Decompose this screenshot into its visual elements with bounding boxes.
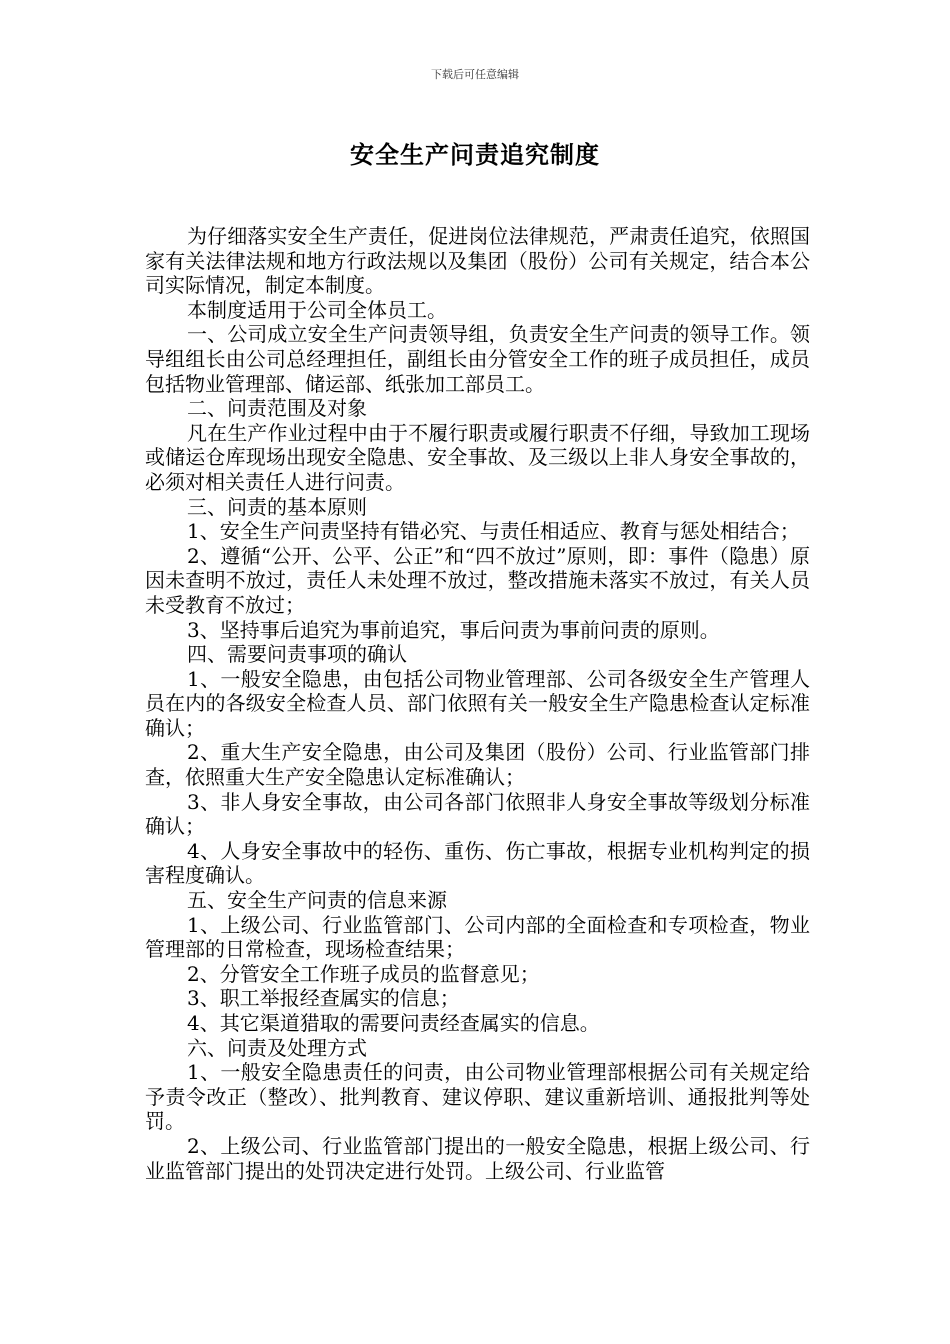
paragraph: 4、人身安全事故中的轻伤、重伤、伤亡事故，根据专业机构判定的损害程度确认。 bbox=[145, 838, 810, 888]
paragraph: 1、一般安全隐患，由包括公司物业管理部、公司各级安全生产管理人员在内的各级安全检查人员、部门依照有关一般安全生产隐患检查认定标准确认； bbox=[145, 666, 810, 740]
paragraph: 2、重大生产安全隐患，由公司及集团（股份）公司、行业监管部门排查，依照重大生产安全隐患认定标准确认； bbox=[145, 740, 810, 790]
paragraph: 3、坚持事后追究为事前追究，事后问责为事前问责的原则。 bbox=[187, 617, 720, 642]
paragraph: 2、遵循“公开、公平、公正”和“四不放过”原则，即：事件（隐患）原因未查明不放过，责任人未处理不放过，整改措施未落实不放过，有关人员未受教育不放过； bbox=[145, 543, 810, 617]
paragraph: 2、上级公司、行业监管部门提出的一般安全隐患，根据上级公司、行业监管部门提出的处罚决定进行处罚。上级公司、行业监管 bbox=[145, 1133, 810, 1183]
section-heading: 二、问责范围及对象 bbox=[187, 396, 367, 421]
section-heading: 五、安全生产问责的信息来源 bbox=[187, 888, 447, 913]
paragraph: 1、上级公司、行业监管部门、公司内部的全面检查和专项检查，物业管理部的日常检查，现场检查结果； bbox=[145, 912, 810, 962]
section-heading: 四、需要问责事项的确认 bbox=[187, 642, 407, 667]
paragraph: 为仔细落实安全生产责任，促进岗位法律规范，严肃责任追究，依照国家有关法律法规和地方行政法规以及集团（股份）公司有关规定，结合本公司实际情况，制定本制度。 bbox=[145, 224, 810, 298]
section-heading: 六、问责及处理方式 bbox=[187, 1035, 367, 1060]
paragraph: 4、其它渠道猎取的需要问责经查属实的信息。 bbox=[187, 1011, 600, 1035]
paragraph: 2、分管安全工作班子成员的监督意见； bbox=[187, 961, 540, 986]
paragraph: 一、公司成立安全生产问责领导组，负责安全生产问责的领导工作。领导组组长由公司总经理担任，副组长由分管安全工作的班子成员担任，成员包括物业管理部、储运部、纸张加工部员工。 bbox=[145, 322, 810, 396]
paragraph: 本制度适用于公司全体员工。 bbox=[187, 297, 447, 322]
document-body bbox=[145, 224, 810, 1183]
paragraph: 凡在生产作业过程中由于不履行职责或履行职责不仔细，导致加工现场或储运仓库现场出现安全隐患、安全事故、及三级以上非人身安全事故的，必须对相关责任人进行问责。 bbox=[145, 420, 810, 494]
paragraph: 3、非人身安全事故，由公司各部门依照非人身安全事故等级划分标准确认； bbox=[145, 789, 810, 839]
document-title: 安全生产问责追究制度 bbox=[350, 140, 600, 169]
paragraph: 1、安全生产问责坚持有错必究、与责任相适应、教育与惩处相结合； bbox=[187, 519, 800, 544]
section-heading: 三、问责的基本原则 bbox=[187, 494, 367, 519]
paragraph: 3、职工举报经查属实的信息； bbox=[187, 986, 460, 1011]
header-note: 下载后可任意编辑 bbox=[431, 68, 519, 81]
paragraph: 1、一般安全隐患责任的问责，由公司物业管理部根据公司有关规定给予责令改正（整改）、批判教育、建议停职、建议重新培训、通报批判等处罚。 bbox=[145, 1060, 810, 1134]
